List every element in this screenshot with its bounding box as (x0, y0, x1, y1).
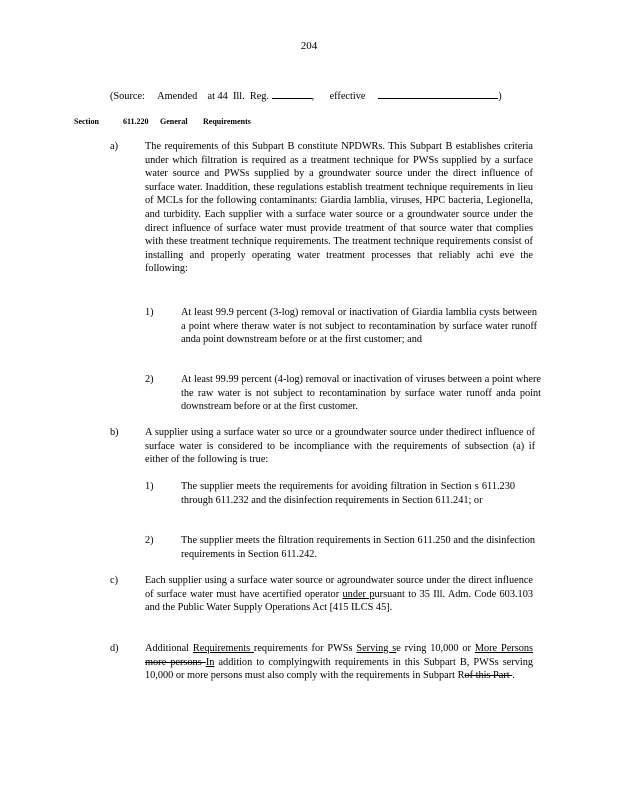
subsection-d-text (145, 642, 533, 683)
subsection-a-item-2-label: 2) (145, 374, 154, 385)
section-heading (74, 115, 251, 129)
subsection-d-label: d) (110, 643, 119, 654)
source-suffix: ) (498, 91, 502, 102)
subsection-b-text: A supplier using a surface water so urce or a groundwater source under thedirect influence of surface water is considered to be incompliance with the requirements of subsection (a) if either of the following is true: (145, 427, 535, 466)
subsection-d-text-5: addition to complyingwith requirements in this Subpart B, PWSs serving 10,000 or more persons must also comply with the requirements in Subpart R (145, 656, 534, 682)
section-title-2: Requirements (203, 117, 251, 126)
register-blank (272, 88, 312, 99)
effective-date-blank (378, 88, 498, 99)
subsection-b-item-1-label: 1) (145, 481, 154, 492)
subsection-c-text (145, 574, 533, 615)
source-prefix: (Source: Amended at 44 Ill. Reg. (110, 91, 272, 102)
subsection-a-item-1-text: At least 99.9 percent (3-log) removal or inactivation of Giardia lamblia cysts between a point where theraw water is not subject to recontamination by surface water runoff anda point downstream before or at the first customer; and (181, 307, 537, 346)
subsection-d-text-1: Additional (145, 643, 193, 654)
subsection-d-inserted-2: Serving s (356, 643, 397, 654)
subsection-c-text-2: ursuant to 35 Ill. Adm. Code 603.103 and the Public Water Supply Operations Act [415 ILCS 45]. (145, 588, 533, 614)
subsection-b-label: b) (110, 427, 119, 438)
subsection-a-item-2-text: At least 99.99 percent (4-log) removal or inactivation of viruses between a point where the raw water is not subject to recontamination by surface water runoff anda point downstream before or at the first customer. (181, 374, 541, 413)
subsection-d-text-3: e rving 10,000 or (396, 643, 475, 654)
subsection-a-label: a) (110, 141, 118, 152)
subsection-a-item-1-label: 1) (145, 307, 154, 318)
section-number: 611.220 (123, 117, 149, 126)
subsection-d-deleted-2: of this Part (464, 670, 513, 682)
subsection-d-text-2: requirements for PWSs (253, 643, 357, 654)
subsection-b-item-1-text: The supplier meets the requirements for avoiding filtration in Section s 611.230 through 611.232 and the disinfection requirements in Section 611.241; or (181, 481, 515, 506)
subsection-a-text: The requirements of this Subpart B constitute NPDWRs. This Subpart B establishes criteria under which filtration is required as a treatment technique for PWSs supplied by a surface water source and PWSs supplied by a groundwater source under the direct influence of surface water. Inaddition, these regulations establish treatment technique requirements in lieu of MCLs for the following contaminants: Giardia lamblia, viruses, HPC bacteria, Legionella, and turbidity. Each supplier with a surface water source or a groundwater source under the direct influence of surface water must provide treatment of that source water that complies with these treatment technique requirements. The treatment technique requirements consist of installing and properly operating water treatment processes that reliably achi eve the following: (145, 141, 533, 275)
subsection-d-deleted-1: more persons (145, 656, 206, 668)
subsection-d-inserted-3: More Persons (474, 643, 534, 654)
page-number: 204 (300, 40, 318, 52)
subsection-c-text-1: Each supplier using a surface water source or agroundwater source under the direct influence of surface water must have acertified operator (145, 575, 533, 600)
subsection-c-inserted: under p (342, 588, 375, 600)
subsection-d-inserted-4: In (205, 656, 215, 668)
subsection-d-text-6: . (512, 670, 515, 682)
source-mid: , effective (311, 91, 379, 102)
section-title-1: General (160, 117, 188, 126)
source-note (110, 88, 502, 104)
section-label: Section (74, 117, 99, 126)
subsection-b-item-2-label: 2) (145, 535, 154, 546)
subsection-c-label: c) (110, 575, 118, 586)
subsection-d-inserted-1: Requirements (192, 643, 254, 654)
subsection-b-item-2-text: The supplier meets the filtration requirements in Section 611.250 and the disinfection requirements in Section 611.242. (181, 535, 535, 560)
